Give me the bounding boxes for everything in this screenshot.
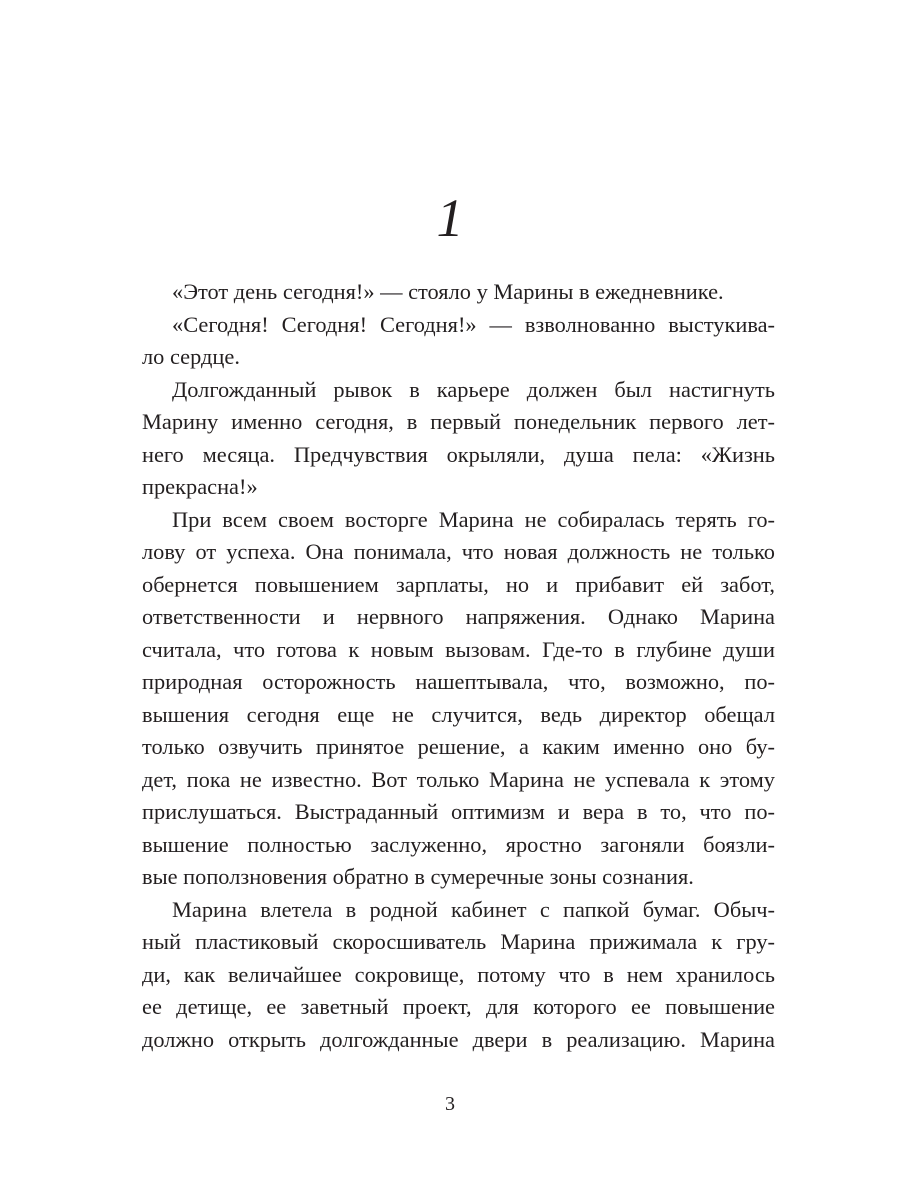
text-line: лову от успеха. Она понимала, что новая должность не только [142, 539, 775, 564]
text-line: При всем своем восторге Марина не собиралась терять го- [172, 506, 775, 532]
text-line: должно открыть долгожданные двери в реализацию. Марина [142, 1026, 775, 1052]
text-line: только озвучить принятое решение, а каким именно оно бу- [142, 734, 775, 759]
text-line: обернется повышением зарплаты, но и прибавит ей забот, [142, 571, 775, 597]
text-line: Долгожданный рывок в карьере должен был настигнуть [172, 376, 775, 402]
text-line: считала, что готова к новым вызовам. Где-то в глубине души [142, 636, 775, 662]
paragraph [142, 504, 775, 894]
text-line: него месяца. Предчувствия окрыляли, душа пела: «Жизнь [142, 441, 775, 467]
page-number: 3 [445, 1093, 455, 1115]
chapter-number: 1 [436, 188, 464, 248]
text-line: Марину именно сегодня, в первый понедельник первого лет- [142, 409, 775, 434]
text-line: ответственности и нервного напряжения. Однако Марина [142, 604, 775, 629]
paragraph [142, 374, 775, 504]
text-line: вышения сегодня еще не случится, ведь директор обещал [142, 701, 775, 727]
text-line: ный пластиковый скоросшиватель Марина прижимала к гру- [142, 929, 775, 954]
text-line: вышение полностью заслуженно, яростно загоняли боязли- [142, 831, 775, 857]
text-line: прислушаться. Выстраданный оптимизм и вера в то, что по- [142, 799, 775, 824]
paragraph [142, 276, 775, 309]
text-line: ло сердце. [142, 344, 240, 369]
paragraph [142, 309, 775, 374]
text-line: ди, как величайшее сокровище, потому что в нем хранилось [142, 961, 775, 987]
text-line: прекрасна!» [142, 474, 258, 499]
text-line: вые поползновения обратно в сумеречные зоны сознания. [142, 864, 694, 889]
text-line: «Этот день сегодня!» — стояло у Марины в ежедневнике. [172, 279, 724, 304]
text-line: природная осторожность нашептывала, что, возможно, по- [142, 669, 775, 694]
text-line: «Сегодня! Сегодня! Сегодня!» — взволнованно выстукива- [172, 311, 775, 337]
paragraph [142, 894, 775, 1057]
text-line: Марина влетела в родной кабинет с папкой бумаг. Обыч- [172, 896, 775, 922]
text-line: ее детище, ее заветный проект, для которого ее повышение [142, 994, 775, 1019]
body-text [142, 276, 775, 1056]
text-line: дет, пока не известно. Вот только Марина не успевала к этому [142, 766, 775, 792]
